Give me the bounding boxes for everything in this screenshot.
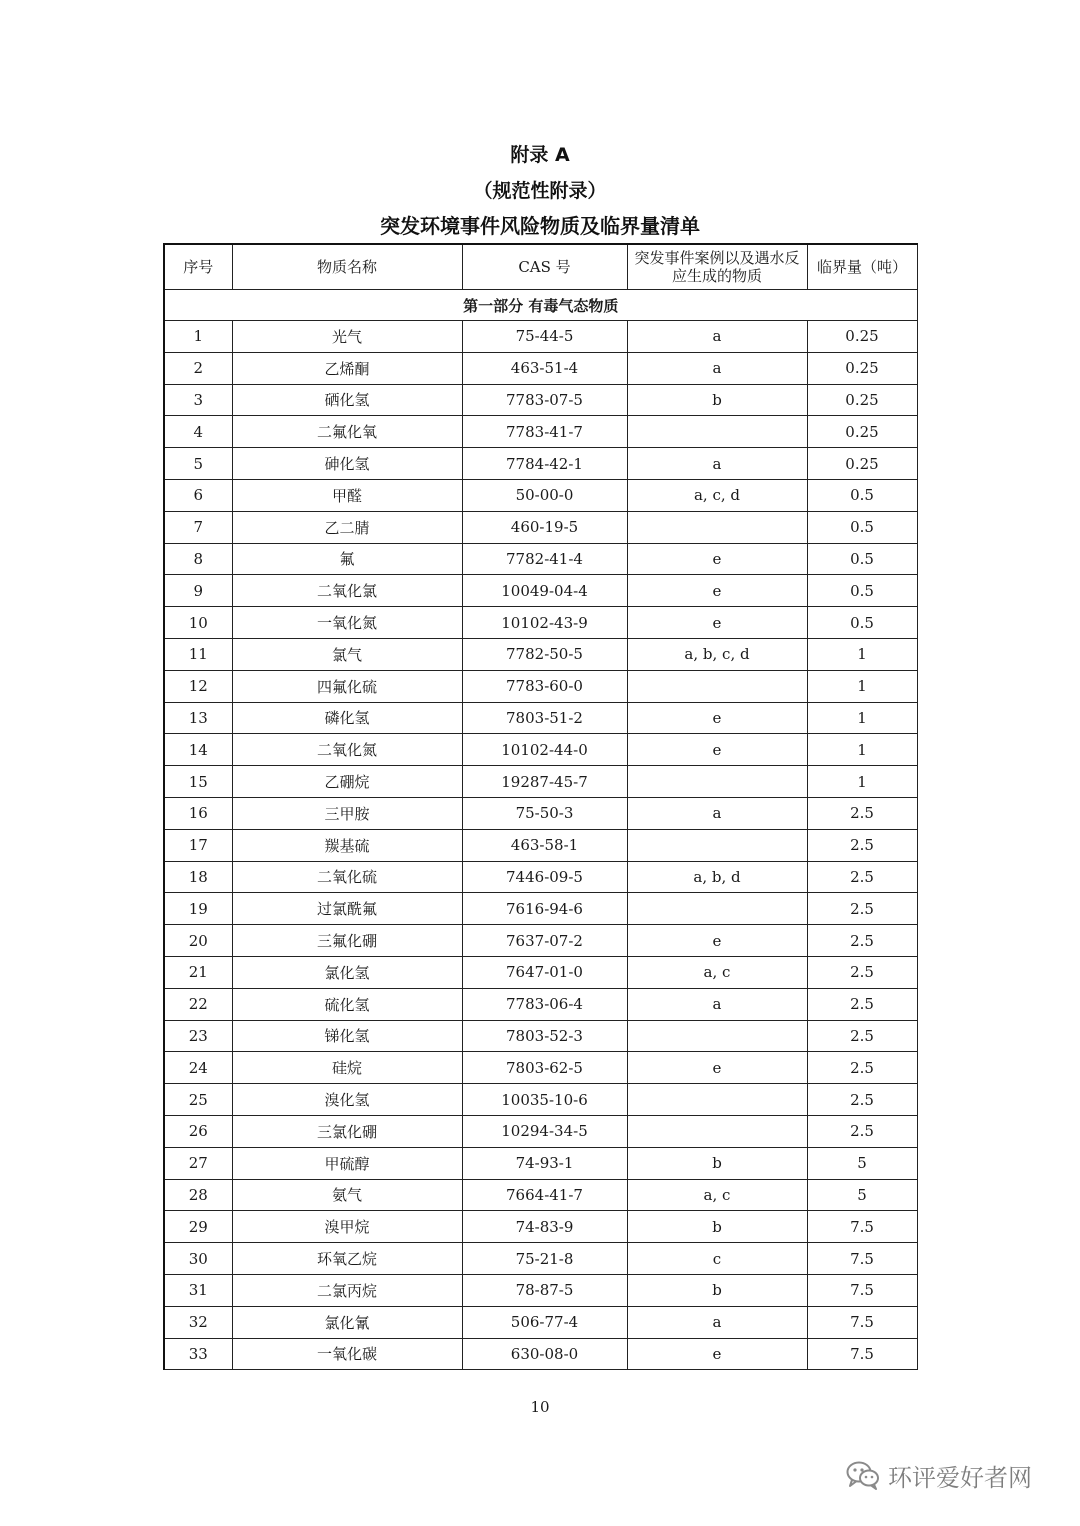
cell-threshold: 1 (807, 734, 917, 766)
cell-index: 1 (164, 321, 232, 353)
table-row (164, 543, 917, 575)
cell-name: 二氧化氮 (232, 734, 462, 766)
cell-name: 一氧化碳 (232, 1338, 462, 1370)
cell-cas: 7616-94-6 (462, 893, 627, 925)
cell-cases: a (627, 321, 807, 353)
cell-index: 18 (164, 861, 232, 893)
table-row (164, 1115, 917, 1147)
cell-index: 20 (164, 925, 232, 957)
cell-threshold: 5 (807, 1147, 917, 1179)
cell-cas: 10102-43-9 (462, 607, 627, 639)
cell-index: 16 (164, 797, 232, 829)
cell-threshold: 0.25 (807, 352, 917, 384)
header-index: 序号 (164, 244, 232, 290)
table-row (164, 861, 917, 893)
cell-cases: e (627, 734, 807, 766)
cell-cases: a (627, 797, 807, 829)
cell-cas: 463-58-1 (462, 829, 627, 861)
cell-name: 二氧化氯 (232, 575, 462, 607)
cell-name: 氯化氢 (232, 956, 462, 988)
cell-threshold: 7.5 (807, 1306, 917, 1338)
header-cas: CAS 号 (462, 244, 627, 290)
cell-cases (627, 1115, 807, 1147)
cell-cases: a, c, d (627, 479, 807, 511)
cell-threshold: 0.5 (807, 479, 917, 511)
cell-cases: e (627, 607, 807, 639)
cell-cases: e (627, 1338, 807, 1370)
cell-cases: b (627, 1274, 807, 1306)
cell-cas: 460-19-5 (462, 511, 627, 543)
cell-name: 二氧化硫 (232, 861, 462, 893)
cell-cas: 78-87-5 (462, 1274, 627, 1306)
cell-cas: 506-77-4 (462, 1306, 627, 1338)
cell-cases: a (627, 1306, 807, 1338)
table-row (164, 1306, 917, 1338)
cell-threshold: 1 (807, 702, 917, 734)
cell-index: 24 (164, 1052, 232, 1084)
cell-name: 锑化氢 (232, 1020, 462, 1052)
cell-threshold: 0.5 (807, 575, 917, 607)
normative-label: （规范性附录） (473, 180, 607, 202)
cell-name: 三氯化硼 (232, 1115, 462, 1147)
cell-threshold: 7.5 (807, 1338, 917, 1370)
cell-cases (627, 893, 807, 925)
table-row (164, 797, 917, 829)
table-row (164, 670, 917, 702)
cell-index: 4 (164, 416, 232, 448)
cell-name: 硒化氢 (232, 384, 462, 416)
cell-index: 8 (164, 543, 232, 575)
table-row (164, 479, 917, 511)
cell-threshold: 0.5 (807, 543, 917, 575)
cell-cas: 10049-04-4 (462, 575, 627, 607)
cell-cases: e (627, 543, 807, 575)
table-row (164, 575, 917, 607)
cell-index: 33 (164, 1338, 232, 1370)
cell-name: 环氧乙烷 (232, 1243, 462, 1275)
cell-index: 26 (164, 1115, 232, 1147)
table-header-row (164, 244, 917, 290)
cell-cas: 50-00-0 (462, 479, 627, 511)
cell-index: 5 (164, 448, 232, 480)
cell-name: 溴化氢 (232, 1084, 462, 1116)
table-row (164, 1084, 917, 1116)
cell-index: 17 (164, 829, 232, 861)
cell-name: 二氟化氧 (232, 416, 462, 448)
cell-name: 氯化氰 (232, 1306, 462, 1338)
cell-cas: 7803-51-2 (462, 702, 627, 734)
cell-index: 9 (164, 575, 232, 607)
cell-threshold: 0.25 (807, 448, 917, 480)
section-title: 第一部分 有毒气态物质 (164, 290, 917, 321)
cell-threshold: 7.5 (807, 1243, 917, 1275)
header-threshold: 临界量（吨） (807, 244, 917, 290)
table-row (164, 416, 917, 448)
table-row (164, 511, 917, 543)
cell-threshold: 2.5 (807, 925, 917, 957)
cell-cas: 7784-42-1 (462, 448, 627, 480)
cell-threshold: 1 (807, 638, 917, 670)
cell-threshold: 0.25 (807, 416, 917, 448)
cell-threshold: 0.5 (807, 607, 917, 639)
cell-threshold: 2.5 (807, 988, 917, 1020)
table-row (164, 1274, 917, 1306)
table-row (164, 1147, 917, 1179)
cell-index: 2 (164, 352, 232, 384)
table-row (164, 1211, 917, 1243)
cell-cas: 7647-01-0 (462, 956, 627, 988)
cell-cas: 75-50-3 (462, 797, 627, 829)
cell-cas: 7783-06-4 (462, 988, 627, 1020)
cell-cases (627, 829, 807, 861)
cell-cas: 75-44-5 (462, 321, 627, 353)
table-row (164, 702, 917, 734)
cell-threshold: 2.5 (807, 1084, 917, 1116)
cell-threshold: 2.5 (807, 829, 917, 861)
cell-name: 乙二腈 (232, 511, 462, 543)
cell-cas: 7782-41-4 (462, 543, 627, 575)
cell-cas: 75-21-8 (462, 1243, 627, 1275)
cell-index: 22 (164, 988, 232, 1020)
watermark-text: 环评爱好者网 (888, 1463, 1032, 1492)
cell-name: 乙烯酮 (232, 352, 462, 384)
section-row (164, 290, 917, 321)
cell-index: 28 (164, 1179, 232, 1211)
cell-cases: b (627, 1147, 807, 1179)
document-title: 突发环境事件风险物质及临界量清单 (380, 214, 700, 238)
table-row (164, 448, 917, 480)
cell-index: 7 (164, 511, 232, 543)
cell-name: 砷化氢 (232, 448, 462, 480)
table-row (164, 956, 917, 988)
cell-name: 乙硼烷 (232, 766, 462, 798)
cell-cases: a (627, 988, 807, 1020)
cell-index: 14 (164, 734, 232, 766)
cell-threshold: 2.5 (807, 1020, 917, 1052)
cell-name: 一氧化氮 (232, 607, 462, 639)
cell-cases: b (627, 384, 807, 416)
cell-cas: 7446-09-5 (462, 861, 627, 893)
substance-table (163, 243, 918, 1370)
cell-index: 32 (164, 1306, 232, 1338)
cell-index: 19 (164, 893, 232, 925)
cell-name: 四氟化硫 (232, 670, 462, 702)
cell-cas: 19287-45-7 (462, 766, 627, 798)
cell-cas: 10102-44-0 (462, 734, 627, 766)
cell-cases: b (627, 1211, 807, 1243)
cell-index: 10 (164, 607, 232, 639)
cell-threshold: 2.5 (807, 1052, 917, 1084)
table-row (164, 352, 917, 384)
cell-name: 氯气 (232, 638, 462, 670)
cell-threshold: 2.5 (807, 956, 917, 988)
cell-cas: 463-51-4 (462, 352, 627, 384)
cell-name: 三氟化硼 (232, 925, 462, 957)
cell-cases: e (627, 1052, 807, 1084)
cell-index: 23 (164, 1020, 232, 1052)
cell-cases: a (627, 352, 807, 384)
cell-cases (627, 670, 807, 702)
cell-threshold: 5 (807, 1179, 917, 1211)
cell-cases: c (627, 1243, 807, 1275)
table-row (164, 384, 917, 416)
cell-threshold: 0.25 (807, 321, 917, 353)
table-row (164, 1052, 917, 1084)
cell-cas: 7783-07-5 (462, 384, 627, 416)
cell-threshold: 2.5 (807, 797, 917, 829)
cell-name: 甲醛 (232, 479, 462, 511)
cell-cas: 7783-60-0 (462, 670, 627, 702)
cell-cases: e (627, 925, 807, 957)
cell-index: 13 (164, 702, 232, 734)
cell-cases: a, c (627, 1179, 807, 1211)
cell-index: 11 (164, 638, 232, 670)
cell-cas: 10035-10-6 (462, 1084, 627, 1116)
cell-name: 氟 (232, 543, 462, 575)
cell-cases: a (627, 448, 807, 480)
cell-name: 甲硫醇 (232, 1147, 462, 1179)
cell-cases (627, 511, 807, 543)
cell-name: 氨气 (232, 1179, 462, 1211)
table-row (164, 1179, 917, 1211)
cell-threshold: 2.5 (807, 1115, 917, 1147)
table-row (164, 321, 917, 353)
cell-name: 硫化氢 (232, 988, 462, 1020)
cell-threshold: 2.5 (807, 861, 917, 893)
cell-cas: 74-83-9 (462, 1211, 627, 1243)
cell-cases: a, b, d (627, 861, 807, 893)
table-row (164, 1338, 917, 1370)
cell-index: 12 (164, 670, 232, 702)
cell-cas: 74-93-1 (462, 1147, 627, 1179)
cell-cases (627, 1084, 807, 1116)
table-row (164, 734, 917, 766)
table-row (164, 607, 917, 639)
table-row (164, 766, 917, 798)
cell-threshold: 7.5 (807, 1274, 917, 1306)
cell-cases: e (627, 575, 807, 607)
cell-cas: 630-08-0 (462, 1338, 627, 1370)
page-number: 10 (530, 1398, 550, 1416)
watermark (846, 1457, 1032, 1493)
table-row (164, 829, 917, 861)
cell-index: 6 (164, 479, 232, 511)
cell-cases: a, c (627, 956, 807, 988)
cell-cas: 7637-07-2 (462, 925, 627, 957)
cell-threshold: 0.25 (807, 384, 917, 416)
cell-index: 30 (164, 1243, 232, 1275)
cell-index: 31 (164, 1274, 232, 1306)
cell-name: 羰基硫 (232, 829, 462, 861)
cell-index: 25 (164, 1084, 232, 1116)
cell-index: 29 (164, 1211, 232, 1243)
cell-threshold: 1 (807, 670, 917, 702)
cell-cases (627, 416, 807, 448)
cell-name: 磷化氢 (232, 702, 462, 734)
cell-cas: 10294-34-5 (462, 1115, 627, 1147)
cell-cas: 7664-41-7 (462, 1179, 627, 1211)
table-row (164, 988, 917, 1020)
cell-index: 21 (164, 956, 232, 988)
cell-name: 溴甲烷 (232, 1211, 462, 1243)
wechat-icon (846, 1460, 880, 1490)
table-row (164, 925, 917, 957)
cell-name: 光气 (232, 321, 462, 353)
cell-name: 过氯酰氟 (232, 893, 462, 925)
cell-cas: 7803-62-5 (462, 1052, 627, 1084)
cell-threshold: 7.5 (807, 1211, 917, 1243)
cell-threshold: 0.5 (807, 511, 917, 543)
table-row (164, 1020, 917, 1052)
cell-threshold: 1 (807, 766, 917, 798)
header-name: 物质名称 (232, 244, 462, 290)
cell-cases: e (627, 702, 807, 734)
cell-index: 3 (164, 384, 232, 416)
cell-name: 二氯丙烷 (232, 1274, 462, 1306)
appendix-label: 附录 A (510, 144, 570, 166)
cell-cases (627, 766, 807, 798)
cell-cases (627, 1020, 807, 1052)
cell-index: 27 (164, 1147, 232, 1179)
cell-cas: 7803-52-3 (462, 1020, 627, 1052)
table-row (164, 638, 917, 670)
cell-cas: 7782-50-5 (462, 638, 627, 670)
table-row (164, 893, 917, 925)
cell-cas: 7783-41-7 (462, 416, 627, 448)
cell-cases: a, b, c, d (627, 638, 807, 670)
header-cases: 突发事件案例以及遇水反应生成的物质 (627, 244, 807, 290)
cell-name: 硅烷 (232, 1052, 462, 1084)
cell-threshold: 2.5 (807, 893, 917, 925)
cell-name: 三甲胺 (232, 797, 462, 829)
cell-index: 15 (164, 766, 232, 798)
table-row (164, 1243, 917, 1275)
